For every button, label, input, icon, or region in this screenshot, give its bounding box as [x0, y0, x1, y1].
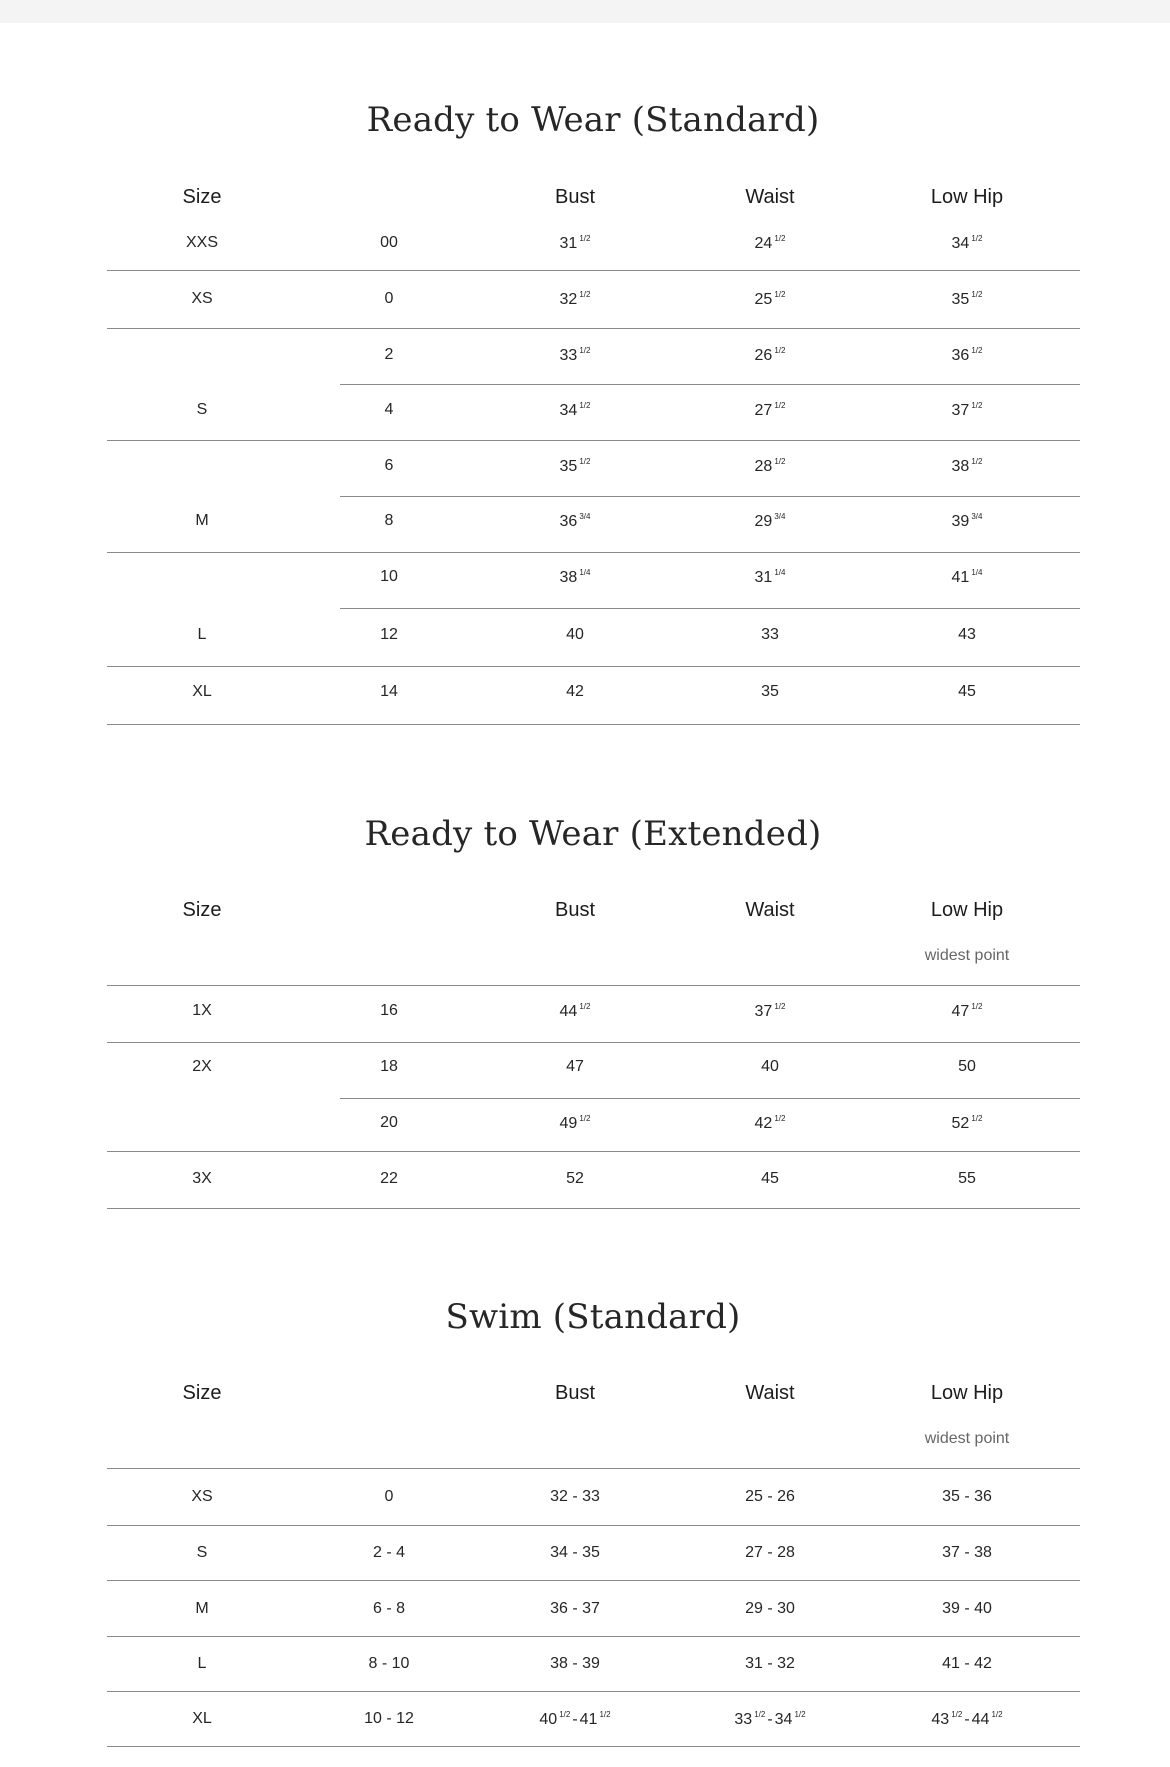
value-number: 55: [958, 1170, 976, 1187]
size-label: L: [197, 1655, 207, 1672]
size-label: M: [195, 1600, 209, 1617]
waist-value: [695, 346, 845, 365]
size-label: XL: [192, 683, 212, 700]
size-label: XS: [191, 290, 213, 307]
row-divider: [107, 1208, 1080, 1209]
value-number: 41: [951, 569, 970, 586]
waist-value: [695, 568, 845, 587]
size-label: S: [196, 401, 208, 418]
header-low-hip-subtitle: widest point: [924, 1430, 1010, 1447]
numeric-size: 4: [384, 401, 394, 418]
numeric-size: 18: [380, 1058, 398, 1075]
row-divider: [107, 1151, 1080, 1152]
value-number: 33: [559, 347, 578, 364]
value-number: 32 - 33: [550, 1488, 600, 1505]
bust-value: [500, 401, 650, 420]
value-number: 37 - 38: [942, 1544, 992, 1561]
low-hip-value: [892, 346, 1042, 365]
value-number: 38: [559, 569, 578, 586]
value-number: 38 - 39: [550, 1655, 600, 1672]
value-number: 26: [754, 347, 773, 364]
value-number: 33: [761, 626, 779, 643]
header-bust: Bust: [554, 186, 596, 208]
numeric-size: 10: [380, 568, 398, 585]
value-number: 34: [774, 1711, 793, 1728]
row-divider: [107, 1525, 1080, 1526]
fraction: 3/4: [579, 512, 591, 521]
row-divider: [107, 985, 1080, 986]
value-number: 41: [579, 1711, 598, 1728]
row-divider: [107, 270, 1080, 271]
low-hip-value: [892, 1114, 1042, 1133]
value-number: 35: [761, 683, 779, 700]
value-number: 40: [539, 1711, 558, 1728]
section-title: Ready to Wear (Standard): [366, 100, 820, 140]
value-number: 35: [559, 458, 578, 475]
numeric-size: 12: [380, 626, 398, 643]
size-label: 1X: [192, 1002, 212, 1019]
row-divider: [107, 440, 1080, 441]
fraction: 1/2: [579, 1002, 591, 1011]
waist-value: [695, 1114, 845, 1133]
size-label: 2X: [192, 1058, 212, 1075]
value-number: 29: [754, 513, 773, 530]
fraction: 1/2: [579, 290, 591, 299]
value-number: 28: [754, 458, 773, 475]
low-hip-value: [892, 1058, 1042, 1076]
header-bust: Bust: [554, 899, 596, 921]
row-divider: [107, 1636, 1080, 1637]
bust-value: [500, 1170, 650, 1188]
fraction: 1/2: [774, 1114, 786, 1123]
numeric-size: 00: [380, 234, 398, 251]
bust-value: [500, 626, 650, 644]
value-number: 32: [559, 291, 578, 308]
numeric-size: 6: [384, 457, 394, 474]
numeric-size: 2 - 4: [372, 1544, 405, 1561]
header-waist: Waist: [745, 899, 795, 921]
row-divider: [107, 1042, 1080, 1043]
value-number: 35 - 36: [942, 1488, 992, 1505]
header-size: Size: [182, 186, 222, 208]
value-number: 40: [761, 1058, 779, 1075]
fraction: 1/2: [579, 457, 591, 466]
low-hip-value: [892, 568, 1042, 587]
value-number: 24: [754, 235, 773, 252]
low-hip-value: [892, 1002, 1042, 1021]
fraction: 1/2: [579, 401, 591, 410]
numeric-size: 8 - 10: [368, 1655, 410, 1672]
value-number: 25: [754, 291, 773, 308]
fraction: 1/2: [971, 457, 983, 466]
row-divider: [107, 1691, 1080, 1692]
numeric-size: 22: [380, 1170, 398, 1187]
row-divider: [340, 1098, 1080, 1099]
bust-value: [500, 1600, 650, 1618]
value-number: 29 - 30: [745, 1600, 795, 1617]
value-number: 50: [958, 1058, 976, 1075]
waist-value: [695, 401, 845, 420]
waist-value: [695, 1600, 845, 1618]
fraction: 1/2: [774, 346, 786, 355]
value-number: 31: [559, 235, 578, 252]
value-number: 42: [754, 1115, 773, 1132]
header-bust: Bust: [554, 1382, 596, 1404]
bust-value: [500, 512, 650, 531]
fraction: 1/2: [579, 346, 591, 355]
value-number: 49: [559, 1115, 578, 1132]
row-divider: [107, 1580, 1080, 1581]
row-divider: [340, 496, 1080, 497]
numeric-size: 6 - 8: [372, 1600, 405, 1617]
size-label: S: [196, 1544, 208, 1561]
header-low-hip: Low Hip: [930, 1382, 1004, 1404]
fraction: 3/4: [971, 512, 983, 521]
size-label: XXS: [185, 234, 218, 251]
fraction: 1/2: [794, 1710, 806, 1719]
value-number: 43: [958, 626, 976, 643]
size-label: 3X: [192, 1170, 212, 1187]
waist-value: [695, 1170, 845, 1188]
waist-value: [695, 1488, 845, 1506]
fraction: 1/2: [951, 1710, 963, 1719]
waist-value: [695, 457, 845, 476]
low-hip-value: [892, 1655, 1042, 1673]
bust-value: [500, 683, 650, 701]
value-number: 41 - 42: [942, 1655, 992, 1672]
header-low-hip: Low Hip: [930, 899, 1004, 921]
value-number: 43: [931, 1711, 950, 1728]
value-number: 34: [559, 402, 578, 419]
section-title: Swim (Standard): [445, 1297, 741, 1337]
value-number: 25 - 26: [745, 1488, 795, 1505]
fraction: 1/2: [774, 1002, 786, 1011]
numeric-size: 14: [380, 683, 398, 700]
value-number: 39: [951, 513, 970, 530]
bust-value: [500, 1710, 650, 1729]
fraction: 1/2: [971, 234, 983, 243]
header-size: Size: [182, 1382, 222, 1404]
fraction: 1/2: [579, 1114, 591, 1123]
fraction: 1/2: [971, 1114, 983, 1123]
waist-value: [695, 1710, 845, 1729]
header-size: Size: [182, 899, 222, 921]
value-number: 39 - 40: [942, 1600, 992, 1617]
bust-value: [500, 1058, 650, 1076]
low-hip-value: [892, 457, 1042, 476]
size-label: M: [195, 512, 209, 529]
waist-value: [695, 626, 845, 644]
fraction: 1/2: [579, 234, 591, 243]
row-divider: [107, 328, 1080, 329]
low-hip-value: [892, 290, 1042, 309]
range-separator: -: [767, 1711, 773, 1728]
bust-value: [500, 1002, 650, 1021]
fraction: 1/4: [579, 568, 591, 577]
low-hip-value: [892, 1710, 1042, 1729]
value-number: 27: [754, 402, 773, 419]
fraction: 1/2: [599, 1710, 611, 1719]
fraction: 1/2: [754, 1710, 766, 1719]
low-hip-value: [892, 401, 1042, 420]
fraction: 1/2: [774, 401, 786, 410]
fraction: 1/2: [774, 234, 786, 243]
waist-value: [695, 1058, 845, 1076]
value-number: 42: [566, 683, 584, 700]
value-number: 35: [951, 291, 970, 308]
header-low-hip: Low Hip: [930, 186, 1004, 208]
waist-value: [695, 1002, 845, 1021]
row-divider: [107, 666, 1080, 667]
bust-value: [500, 346, 650, 365]
waist-value: [695, 683, 845, 701]
bust-value: [500, 568, 650, 587]
bust-value: [500, 1488, 650, 1506]
bust-value: [500, 234, 650, 253]
numeric-size: 8: [384, 512, 394, 529]
fraction: 1/2: [971, 1002, 983, 1011]
value-number: 37: [754, 1003, 773, 1020]
row-divider: [340, 608, 1080, 609]
low-hip-value: [892, 512, 1042, 531]
low-hip-value: [892, 1600, 1042, 1618]
value-number: 36 - 37: [550, 1600, 600, 1617]
low-hip-value: [892, 1170, 1042, 1188]
value-number: 47: [951, 1003, 970, 1020]
low-hip-value: [892, 1544, 1042, 1562]
fraction: 1/2: [971, 346, 983, 355]
value-number: 38: [951, 458, 970, 475]
row-divider: [340, 384, 1080, 385]
size-label: XL: [192, 1710, 212, 1727]
value-number: 36: [951, 347, 970, 364]
fraction: 1/4: [971, 568, 983, 577]
size-label: XS: [191, 1488, 213, 1505]
value-number: 47: [566, 1058, 584, 1075]
bust-value: [500, 1114, 650, 1133]
fraction: 1/4: [774, 568, 786, 577]
row-divider: [107, 1746, 1080, 1747]
value-number: 27 - 28: [745, 1544, 795, 1561]
bust-value: [500, 1655, 650, 1673]
waist-value: [695, 234, 845, 253]
value-number: 36: [559, 513, 578, 530]
header-low-hip-subtitle: widest point: [924, 947, 1010, 964]
numeric-size: 16: [380, 1002, 398, 1019]
bust-value: [500, 290, 650, 309]
low-hip-value: [892, 234, 1042, 253]
low-hip-value: [892, 1488, 1042, 1506]
value-number: 31: [754, 569, 773, 586]
range-separator: -: [964, 1711, 970, 1728]
fraction: 1/2: [991, 1710, 1003, 1719]
header-waist: Waist: [745, 186, 795, 208]
bust-value: [500, 1544, 650, 1562]
numeric-size: 10 - 12: [364, 1710, 414, 1727]
fraction: 1/2: [971, 290, 983, 299]
section-title: Ready to Wear (Extended): [364, 814, 822, 854]
value-number: 44: [971, 1711, 990, 1728]
range-separator: -: [572, 1711, 578, 1728]
value-number: 33: [734, 1711, 753, 1728]
size-label: L: [197, 626, 207, 643]
header-waist: Waist: [745, 1382, 795, 1404]
value-number: 52: [951, 1115, 970, 1132]
fraction: 1/2: [774, 290, 786, 299]
waist-value: [695, 1544, 845, 1562]
bust-value: [500, 457, 650, 476]
fraction: 1/2: [971, 401, 983, 410]
value-number: 34 - 35: [550, 1544, 600, 1561]
row-divider: [107, 552, 1080, 553]
numeric-size: 2: [384, 346, 394, 363]
value-number: 31 - 32: [745, 1655, 795, 1672]
row-divider: [107, 1468, 1080, 1469]
fraction: 3/4: [774, 512, 786, 521]
value-number: 52: [566, 1170, 584, 1187]
low-hip-value: [892, 683, 1042, 701]
waist-value: [695, 290, 845, 309]
numeric-size: 0: [384, 290, 394, 307]
low-hip-value: [892, 626, 1042, 644]
top-bar: [0, 0, 1170, 23]
row-divider: [107, 724, 1080, 725]
waist-value: [695, 512, 845, 531]
value-number: 37: [951, 402, 970, 419]
numeric-size: 20: [380, 1114, 398, 1131]
value-number: 45: [958, 683, 976, 700]
fraction: 1/2: [774, 457, 786, 466]
waist-value: [695, 1655, 845, 1673]
fraction: 1/2: [559, 1710, 571, 1719]
value-number: 40: [566, 626, 584, 643]
numeric-size: 0: [384, 1488, 394, 1505]
value-number: 44: [559, 1003, 578, 1020]
value-number: 34: [951, 235, 970, 252]
value-number: 45: [761, 1170, 779, 1187]
